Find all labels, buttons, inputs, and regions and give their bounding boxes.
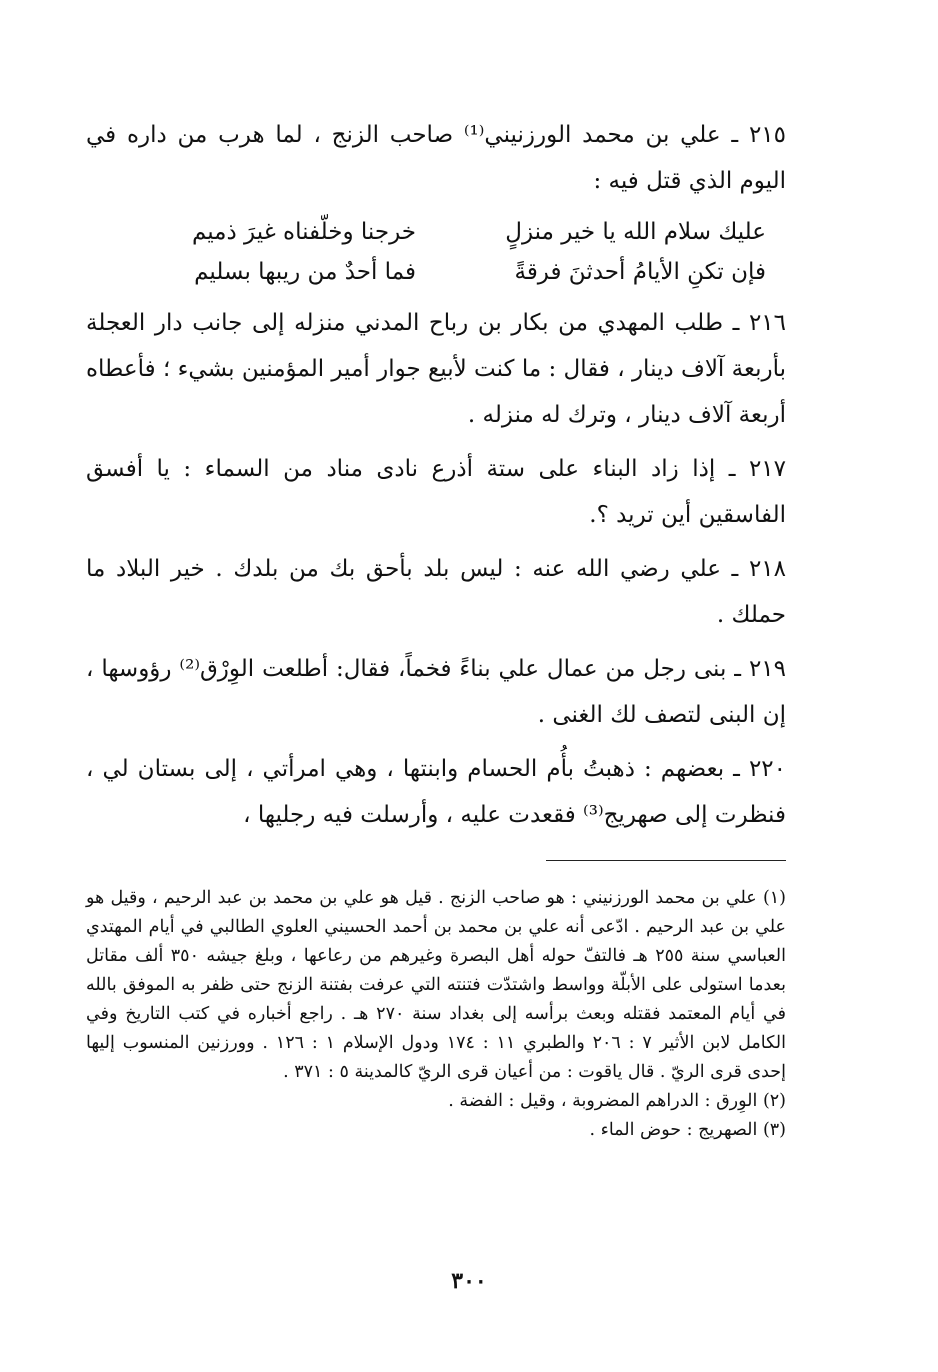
footnote-2 — [86, 1087, 786, 1116]
paragraph-216: ٢١٦ ـ طلب المهدي من بكار بن رباح المدني منزله إلى جانب دار العجلة بأربعة آلاف دينار ، فقال : ما كنت لأبيع جوار أمير المؤمنين بشيء ؛ فأعطاه أربعة آلاف دينار ، وترك له منزله . — [86, 310, 786, 428]
footnote-text: علي بن محمد الورزنيني : هو صاحب الزنج . قيل هو علي بن محمد بن عبد الرحيم ، وقيل هو علي بن عبد الرحيم . ادّعى أنه علي بن محمد بن أحمد الحسيني العلوي الطالبي في أيام المهتدي العباسي سنة ٢٥٥ هـ فالتفّ حوله أهل البصرة وغيرهم من رعاعها ، وبلغ جيشه ٣٥٠ ألف مقاتل بعدما استولى على الأبلّة وواسط واشتدّت فتنته التي عرفت بفتنة الزنج حتى ظفر به الموفق بالله في أيام المعتمد فقتله وبعث برأسه إلى بغداد سنة ٢٧٠ هـ . راجع أخباره في كتب التاريخ وفي الكامل لابن الأثير ٧ : ٢٠٦ والطبري ١١ : ١٧٤ ودول الإسلام ١ : ١٢٦ . وورزنين المنسوب إليها إحدى قرى الريّ . قال ياقوت : من أعيان قرى الريّ كالمدينة ٥ : ٣٧١ . — [86, 888, 786, 1082]
footnotes — [86, 884, 786, 1145]
paragraph-217: ٢١٧ ـ إذا زاد البناء على ستة أذرع نادى مناد من السماء : يا أفسق الفاسقين أين تريد ؟. — [86, 456, 786, 528]
footnote-3 — [86, 1116, 786, 1145]
paragraph-215: ٢١٥ ـ علي بن محمد الورزنيني⁽¹⁾ صاحب الزنج ، لما هرب من داره في اليوم الذي قتل فيه : — [86, 122, 786, 194]
verse-first-hemistich: عليك سلام الله يا خير منزلٍ — [505, 219, 766, 245]
page-number: ٣٠٠ — [451, 1268, 487, 1294]
footnote-separator — [546, 860, 786, 861]
paragraph-220: ٢٢٠ ـ بعضهم : ذهبتُ بأُم الحسام وابنتها ، وهي امرأتي ، إلى بستان لي ، فنظرت إلى صهريج⁽³⁾ فقعدت عليه ، وأرسلت فيه رجليها ، — [86, 756, 786, 828]
footnote-1 — [86, 884, 786, 1087]
verse-first-hemistich: فإن تكنِ الأيامُ أحدثنَ فرقةً — [514, 259, 766, 285]
paragraph-218: ٢١٨ ـ علي رضي الله عنه : ليس بلد بأحق بك من بلدك . خير البلاد ما حملك . — [86, 556, 786, 628]
footnote-text: الوِرق : الدراهم المضروبة ، وقيل : الفضة . — [448, 1091, 758, 1111]
main-text — [86, 112, 786, 846]
paragraph-219: ٢١٩ ـ بنى رجل من عمال علي بناءً فخماً، فقال: أطلعت الوِرْق⁽²⁾ رؤوسها ، إن البنى لتصف لك الغنى . — [86, 656, 786, 728]
poem-verse — [86, 252, 786, 292]
poem-verse — [86, 212, 786, 252]
footnote-number: (٣) — [762, 1120, 786, 1140]
verse-second-hemistich: فما أحدٌ من ريبها بسليم — [194, 259, 416, 285]
footnote-text: الصهريج : حوض الماء . — [589, 1120, 758, 1140]
verse-second-hemistich: خرجنا وخلّفناه غيرَ ذميم — [191, 219, 416, 245]
footnote-number: (٢) — [762, 1091, 786, 1111]
poem — [86, 212, 786, 292]
footnote-number: (١) — [762, 888, 786, 908]
